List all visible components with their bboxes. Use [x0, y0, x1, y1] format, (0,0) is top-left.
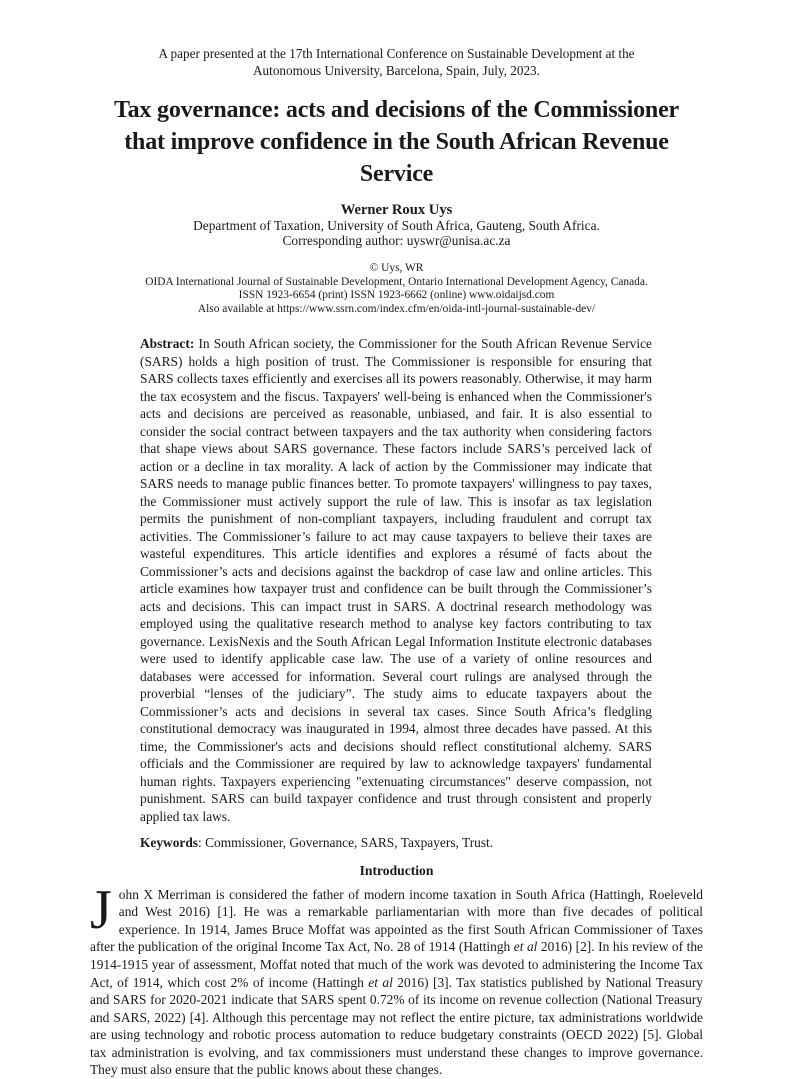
abstract-paragraph: [140, 335, 652, 825]
abstract-text: In South African society, the Commissioner for the South African Revenue Service (SARS) holds a high position of trust. The Commissioner is responsible for ensuring that SARS collects taxes efficiently and exercises all its powers reasonably. Otherwise, it may harm the tax ecosystem and the fiscus. Taxpayers' well-being is enhanced when the Commissioner's acts and decisions are perceived as reasonable, unbiased, and fair. It is also essential to consider the social contract between taxpayers and the tax authority when considering factors that shape views about SARS governance. These factors include SARS’s perceived lack of action or a decline in tax morality. A lack of action by the Commissioner may indicate that SARS needs to manage public finances better. To promote taxpayers' willingness to pay taxes, the Commissioner must actively support the rule of law. This is insofar as tax legislation permits the punishment of non-compliant taxpayers, including fraudulent and corrupt tax activities. The Commissioner’s failure to act may cause taxpayers to believe their taxes are wasteful expenditures. This article identifies and explores a résumé of facts about the Commissioner’s acts and decisions against the backdrop of case law and online articles. This article examines how taxpayer trust and confidence can be built through the Commissioner’s acts and decisions. This can impact trust in SARS. A doctrinal research methodology was employed using the qualitative research method to analyse key factors contributing to tax governance. LexisNexis and the South African Legal Information Institute electronic databases were used to identify applicable case law. The use of a variety of online resources and databases were accessed for information. Several court rulings are analysed through the proverbial “lenses of the judiciary”. The study aims to educate taxpayers about the Commissioner’s acts and decisions in several tax cases. Since South Africa’s fledgling constitutional democracy was inaugurated in 1994, almost three decades have passed. At this time, the Commissioner's acts and decisions should reflect constitutional alchemy. SARS officials and the Commissioner are required by law to acknowledge taxpayers' fundamental human rights. Taxpayers experiencing "extenuating circumstances" deserve compassion, not punishment. SARS can build taxpayer confidence and trust through consistent and properly applied tax laws.: [140, 336, 652, 824]
introduction-paragraph: [90, 878, 703, 1079]
paper-title-line: Service: [359, 161, 434, 187]
journal-imprint: [90, 262, 703, 316]
paper-title-line: that improve confidence in the South African Revenue: [124, 129, 669, 155]
abstract-label: Abstract:: [140, 336, 195, 352]
paper-title: [90, 94, 703, 190]
drop-cap: J: [90, 878, 112, 941]
author-name: Werner Roux Uys: [340, 202, 453, 218]
paper-title-line: Tax governance: acts and decisions of the Commissioner: [114, 97, 679, 123]
keywords-text: : Commissioner, Governance, SARS, Taxpayers, Trust.: [198, 835, 494, 851]
author-affiliation: Department of Taxation, University of South Africa, Gauteng, South Africa.: [193, 218, 600, 233]
introduction-heading: Introduction: [359, 862, 434, 878]
introduction-text: ohn X Merriman is considered the father of modern income taxation in South Africa (Hattingh, Roeleveld and West 2016) [1]. He was a remarkable parliamentarian with more than five decades of political experience. In 1914, James Bruce Moffat was appointed as the first South African Commissioner of Taxes after the publication of the original Income Tax Act, No. 28 of 1914 (Hattingh et al 2016) [2]. In his review of the 1914-1915 year of assessment, Moffat noted that much of the work was devoted to administering the Income Tax Act, of 1914, which cost 2% of income (Hattingh et al 2016) [3]. Tax statistics published by National Treasury and SARS for 2020-2021 indicate that SARS spent 0.72% of its income on revenue collection (National Treasury and SARS, 2022) [4]. Although this percentage may not reflect the entire picture, tax administrations worldwide are using technology and robotic process automation to reduce budgetary constraints (OECD 2022) [5]. Global tax administration is evolving, and tax commissioners must understand these changes to improve governance. They must also ensure that the public knows about these changes.: [90, 886, 703, 1078]
availability-line: Also available at https://www.ssrn.com/index.cfm/en/oida-intl-journal-sustainable-dev/: [197, 302, 596, 315]
journal-name-line: OIDA International Journal of Sustainable Development, Ontario International Development Agency, Canada.: [145, 275, 648, 288]
conference-note: [90, 46, 703, 79]
keywords-label: Keywords: [140, 835, 199, 851]
conference-note-line: A paper presented at the 17th International Conference on Sustainable Development at the: [158, 46, 635, 61]
conference-note-line: Autonomous University, Barcelona, Spain, July, 2023.: [253, 62, 540, 78]
copyright-line: © Uys, WR: [369, 262, 424, 275]
issn-line: ISSN 1923-6654 (print) ISSN 1923-6662 (online) www.oidaijsd.com: [238, 289, 555, 302]
keywords-line: [140, 834, 652, 852]
corresponding-author: Corresponding author: uyswr@unisa.ac.za: [282, 233, 511, 249]
